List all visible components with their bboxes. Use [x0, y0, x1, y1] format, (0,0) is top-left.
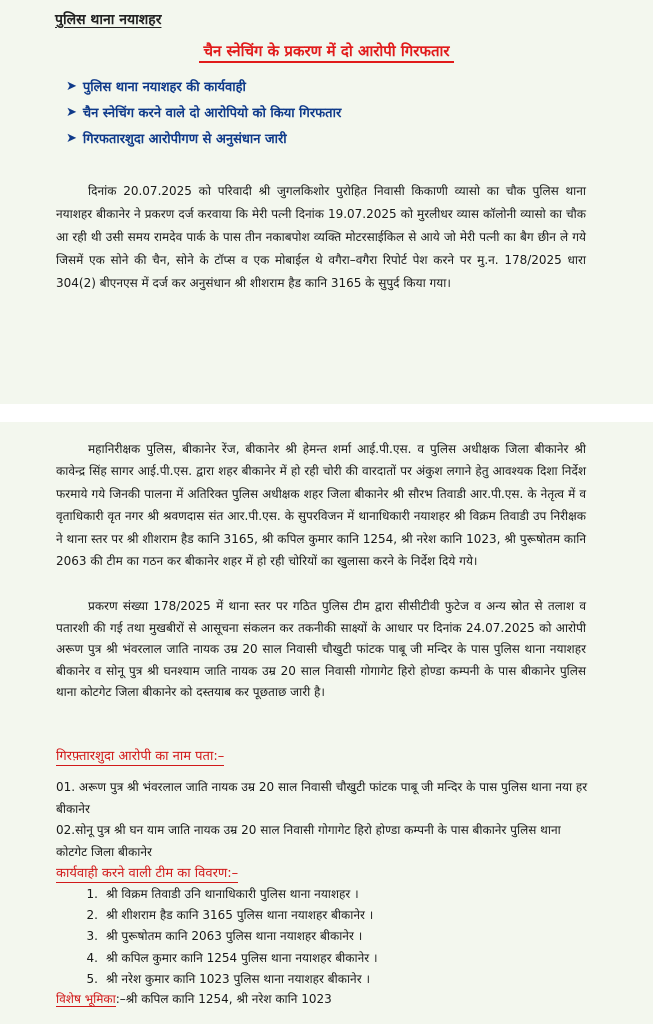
- team-member-number: 5.: [86, 971, 98, 986]
- highlight-text: चैन स्नेचिंग करने वाले दो आरोपियो को किया गिरफतार: [82, 106, 342, 121]
- team-member-text: श्री शीशराम हैड कानि 3165 पुलिस थाना नयाशहर बीकानेर ।: [106, 908, 374, 923]
- team-member-text: श्री नरेश कुमार कानि 1023 पुलिस थाना नयाशहर बीकानेर ।: [106, 971, 370, 986]
- team-member-number: 4.: [86, 950, 98, 965]
- team-member-text: श्री विक्रम तिवाडी उनि थानाधिकारी पुलिस थाना नयाशहर ।: [106, 887, 359, 901]
- highlight-text: गिरफतारशुदा आरोपीगण से अनुसंधान जारी: [82, 132, 287, 147]
- special-role: [56, 990, 332, 1008]
- team-formation-paragraph: महानिरीक्षक पुलिस, बीकानेर रेंज, बीकानेर श्री हेमन्त शर्मा आई.पी.एस. व पुलिस अधीक्षक जिला बीकानेर श्री कावेन्द्र सिंह सागर आई.पी.एस. द्वारा शहर बीकानेर में हो रही चोरी की वारदातों पर अंकुश लगाने हेतु आवश्यक दिशा निर्देश फरमाये गये जिनकी पालना में अतिरिक्त पुलिस अधीक्षक शहर जिला बीकानेर श्री सौरभ तिवाडी आर.पी.एस. के नेतृत्व में व वृताधिकारी वृत नगर श्री श्रवणदास संत आर.पी.एस. के सुपरविजन में थानाधिकारी नयाशहर श्री विक्रम तिवाडी उप निरीक्षक ने थाना स्तर पर श्री शीशराम हैड कानि 3165, श्री कपिल कुमार कानि 1254, श्री नरेश कानि 1023, श्री पुरूषोतम कानि 2063 की टीम का गठन कर बीकानेर शहर में हो रही चोरियों का खुलासा करने के निर्देश दिये गये।: [56, 442, 586, 569]
- team-member: [76, 905, 378, 926]
- highlight-text: पुलिस थाना नयाशहर की कार्यवाही: [82, 80, 246, 95]
- special-role-text: :–श्री कपिल कानि 1254, श्री नरेश कानि 1023: [115, 992, 332, 1006]
- team-member-number: 2.: [86, 908, 98, 923]
- team-member: [76, 969, 378, 990]
- arrest-details-paragraph: प्रकरण संख्या 178/2025 में थाना स्तर पर गठित पुलिस टीम द्वारा सीसीटीवी फुटेज व अन्य स्रोत से तलाश व पतारशी की गई तथा मुखबीरों से आसूचना संकलन कर तकनीकी साक्ष्यों के आधार पर दिनांक 24.07.2025 को आरोपी अरूण पुत्र श्री भंवरलाल जाति नायक उम्र 20 साल निवासी चौखुटी फांटक पाबू जी मन्दिर के पास पुलिस थाना नयाशहर बीकानेर व सोनू पुत्र श्री घनश्याम जाति नायक उम्र 20 साल निवासी गोगागेट हिरो होण्डा कम्पनी के पास बीकानेर पुलिस थाना कोटगेट जिला बीकानेर को दस्तयाब कर पूछताछ जारी है।: [56, 599, 586, 700]
- team-list: [76, 884, 378, 990]
- team-heading: कार्यवाही करने वाली टीम का विवरण:–: [56, 866, 239, 881]
- headline-text: चैन स्नेचिंग के प्रकरण में दो आरोपी गिरफतार: [199, 42, 453, 63]
- highlight-item: [66, 73, 341, 99]
- team-member: [76, 884, 378, 905]
- team-member-number: 3.: [86, 929, 98, 944]
- case-summary-paragraph: दिनांक 20.07.2025 को परिवादी श्री जुगलकिशोर पुरोहित निवासी किकाणी व्यासो का चौक पुलिस थाना नयाशहर बीकानेर ने प्रकरण दर्ज करवाया कि मेरी पत्नी दिनांक 19.07.2025 को मुरलीधर व्यास कॉलोनी व्यासो का चौक आ रही थी उसी समय रामदेव पार्क के पास तीन नकाबपोश व्यक्ति मोटरसाईकिल से आये जो मेरी पत्नी का बैग छीन ले गये जिसमें एक सोने की चैन, सोने के टॉप्स व एक मोबाईल थे वगैरा–वगैरा रिपोर्ट पेश करने पर मु.न. 178/2025 धारा 304(2) बीएनएस में दर्ज कर अनुसंधान श्री शीशराम हैड कानि 3165 के सुपुर्द किया गया।: [56, 184, 586, 290]
- special-role-label: विशेष भूमिका: [56, 992, 116, 1006]
- team-member: [76, 926, 378, 947]
- arrow-right-icon: ➤: [66, 130, 77, 146]
- arrow-right-icon: ➤: [66, 104, 77, 120]
- team-member-number: 1.: [86, 887, 98, 901]
- team-member-text: श्री कपिल कुमार कानि 1254 पुलिस थाना नयाशहर बीकानेर ।: [106, 950, 378, 965]
- team-member: [76, 948, 378, 969]
- station-title: पुलिस थाना नयाशहर: [55, 12, 162, 28]
- highlights-list: [66, 73, 341, 151]
- accused-entry: 01. अरूण पुत्र श्री भंवरलाल जाति नायक उम्र 20 साल निवासी चौखुटी फांटक पाबू जी मन्दिर के पास पुलिस थाना नया हर बीकानेर: [56, 780, 588, 816]
- panel-divider: [0, 404, 653, 422]
- arrow-right-icon: ➤: [66, 78, 77, 94]
- accused-entry: 02.सोनू पुत्र श्री घन याम जाति नायक उम्र 20 साल निवासी गोगागेट हिरो होण्डा कम्पनी के पास बीकानेर पुलिस थाना कोटगेट जिला बीकानेर: [56, 823, 561, 859]
- highlight-item: [66, 99, 341, 125]
- team-member-text: श्री पुरूषोतम कानि 2063 पुलिस थाना नयाशहर बीकानेर ।: [106, 929, 363, 944]
- highlight-item: [66, 125, 341, 151]
- accused-heading: गिरफ़्तारशुदा आरोपी का नाम पता:–: [56, 749, 225, 764]
- headline: [0, 41, 653, 61]
